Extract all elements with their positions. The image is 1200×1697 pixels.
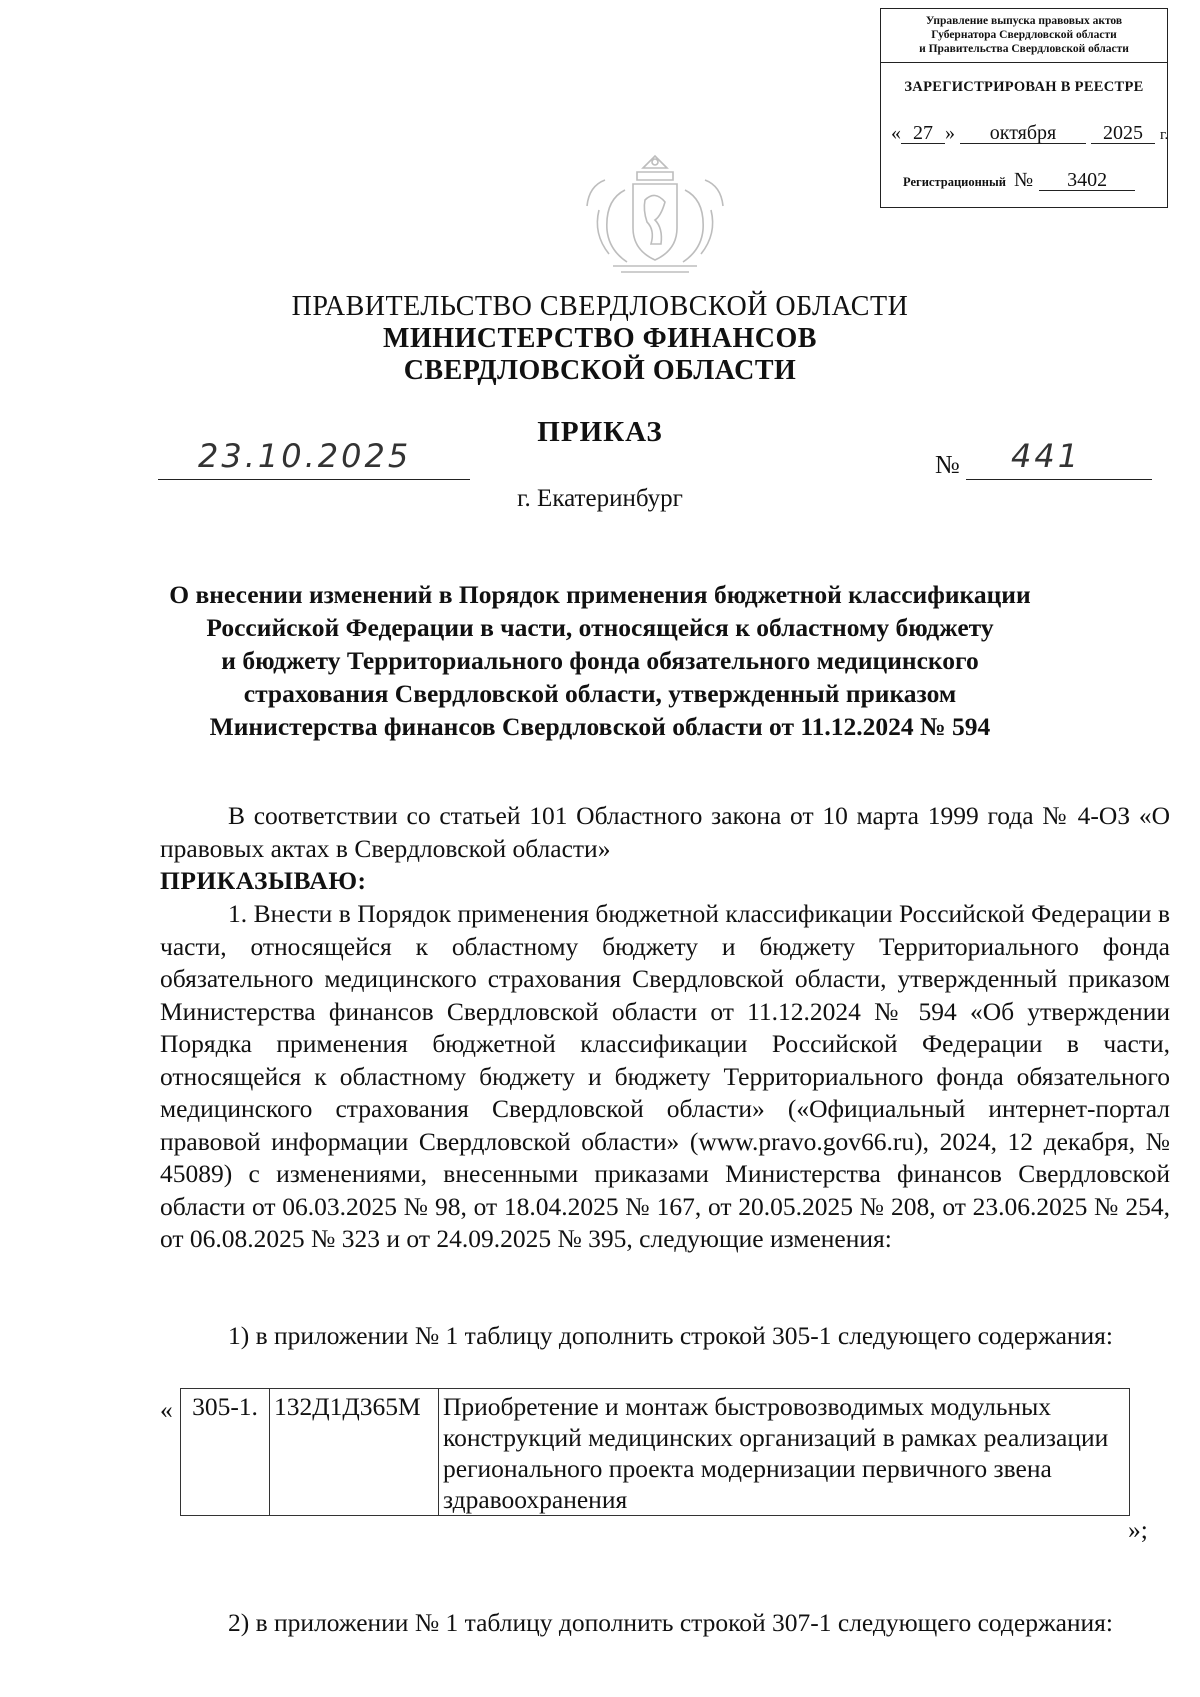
stamp-quote-open: « <box>891 122 901 144</box>
stamp-month: октября <box>960 123 1086 144</box>
stamp-registered-label: ЗАРЕГИСТРИРОВАН В РЕЕСТРЕ <box>904 79 1144 95</box>
document-title <box>150 578 1050 743</box>
stamp-date <box>891 122 1169 145</box>
stamp-reg-number: 3402 <box>1039 170 1135 191</box>
registration-stamp <box>880 8 1168 208</box>
region-name: СВЕРДЛОВСКОЙ ОБЛАСТИ <box>403 355 797 386</box>
ministry-name: МИНИСТЕРСТВО ФИНАНСОВ <box>383 323 817 354</box>
sub-item-1: 1) в приложении № 1 таблицу дополнить строкой 305-1 следующего содержания: <box>228 1321 1113 1350</box>
stamp-header <box>881 9 1167 63</box>
order-number-sign: № <box>935 450 960 479</box>
stamp-day: 27 <box>901 123 945 144</box>
order-word: ПРИКАЗЫВАЮ: <box>160 866 367 895</box>
table-quote-open: « <box>160 1395 173 1424</box>
sub-item-2: 2) в приложении № 1 таблицу дополнить строкой 307-1 следующего содержания: <box>228 1608 1113 1637</box>
city: г. Екатеринбург <box>517 485 683 512</box>
preamble: В соответствии со статьей 101 Областного закона от 10 марта 1999 года № 4-ОЗ «О правовых актах в Свердловской области» <box>160 801 1170 863</box>
title-line: страхования Свердловской области, утвержденный приказом <box>243 679 957 708</box>
stamp-reg-label: Регистрационный <box>903 175 1006 189</box>
stamp-header-line: и Правительства Свердловской области <box>919 43 1129 55</box>
stamp-header-line: Управление выпуска правовых актов <box>925 15 1123 27</box>
table-row <box>181 1389 1130 1516</box>
order-number: 441 <box>1011 437 1082 475</box>
table-cell-code: 132Д1Д365М <box>270 1389 439 1516</box>
title-line: О внесении изменений в Порядок применения бюджетной классификации <box>169 580 1031 609</box>
item-1: 1. Внести в Порядок применения бюджетной классификации Российской Федерации в части, относящейся к областному бюджету и бюджету Территориального фонда обязательного медицинского страхования Свердловской области, утвержденный приказом Министерства финансов Свердловской области от 11.12.2024 № 594 «Об утверждении Порядка применения бюджетной классификации Российской Федерации в части, относящейся к областному бюджету и бюджету Территориального фонда обязательного медицинского страхования Свердловской области» («Официальный интернет-портал правовой информации Свердловской области» (www.pravo.gov66.ru), 2024, 12 декабря, № 45089) с изменениями, внесенными приказами Министерства финансов Свердловской области от 06.03.2025 № 98, от 18.04.2025 № 167, от 20.05.2025 № 208, от 23.06.2025 № 254, от 06.08.2025 № 323 и от 24.09.2025 № 395, следующие изменения: <box>160 899 1170 1253</box>
stamp-registration-number <box>903 169 1135 192</box>
title-line: и бюджету Территориального фонда обязательного медицинского <box>221 646 979 675</box>
stamp-quote-close: » <box>945 122 955 144</box>
stamp-year-suffix: г. <box>1160 127 1169 143</box>
title-line: Российской Федерации в части, относящейся к областному бюджету <box>206 613 994 642</box>
title-line: Министерства финансов Свердловской области от 11.12.2024 № 594 <box>209 712 991 741</box>
stamp-num-sign: № <box>1013 169 1034 191</box>
stamp-header-line: Губернатора Свердловской области <box>931 29 1117 41</box>
coat-of-arms-icon <box>565 150 745 280</box>
government-name: ПРАВИТЕЛЬСТВО СВЕРДЛОВСКОЙ ОБЛАСТИ <box>291 291 909 322</box>
stamp-year: 2025 <box>1091 123 1155 144</box>
order-date-field <box>158 437 470 480</box>
order-date: 23.10.2025 <box>198 437 412 475</box>
table-cell-description: Приобретение и монтаж быстровозводимых модульных конструкций медицинских организаций в рамках реализации регионального проекта модернизации первичного звена здравоохранения <box>439 1389 1130 1516</box>
table-quote-close: »; <box>1128 1515 1148 1544</box>
table-cell-number: 305-1. <box>181 1389 270 1516</box>
order-number-field <box>966 437 1152 480</box>
document-type: ПРИКАЗ <box>537 416 663 448</box>
inserted-table <box>180 1388 1130 1516</box>
